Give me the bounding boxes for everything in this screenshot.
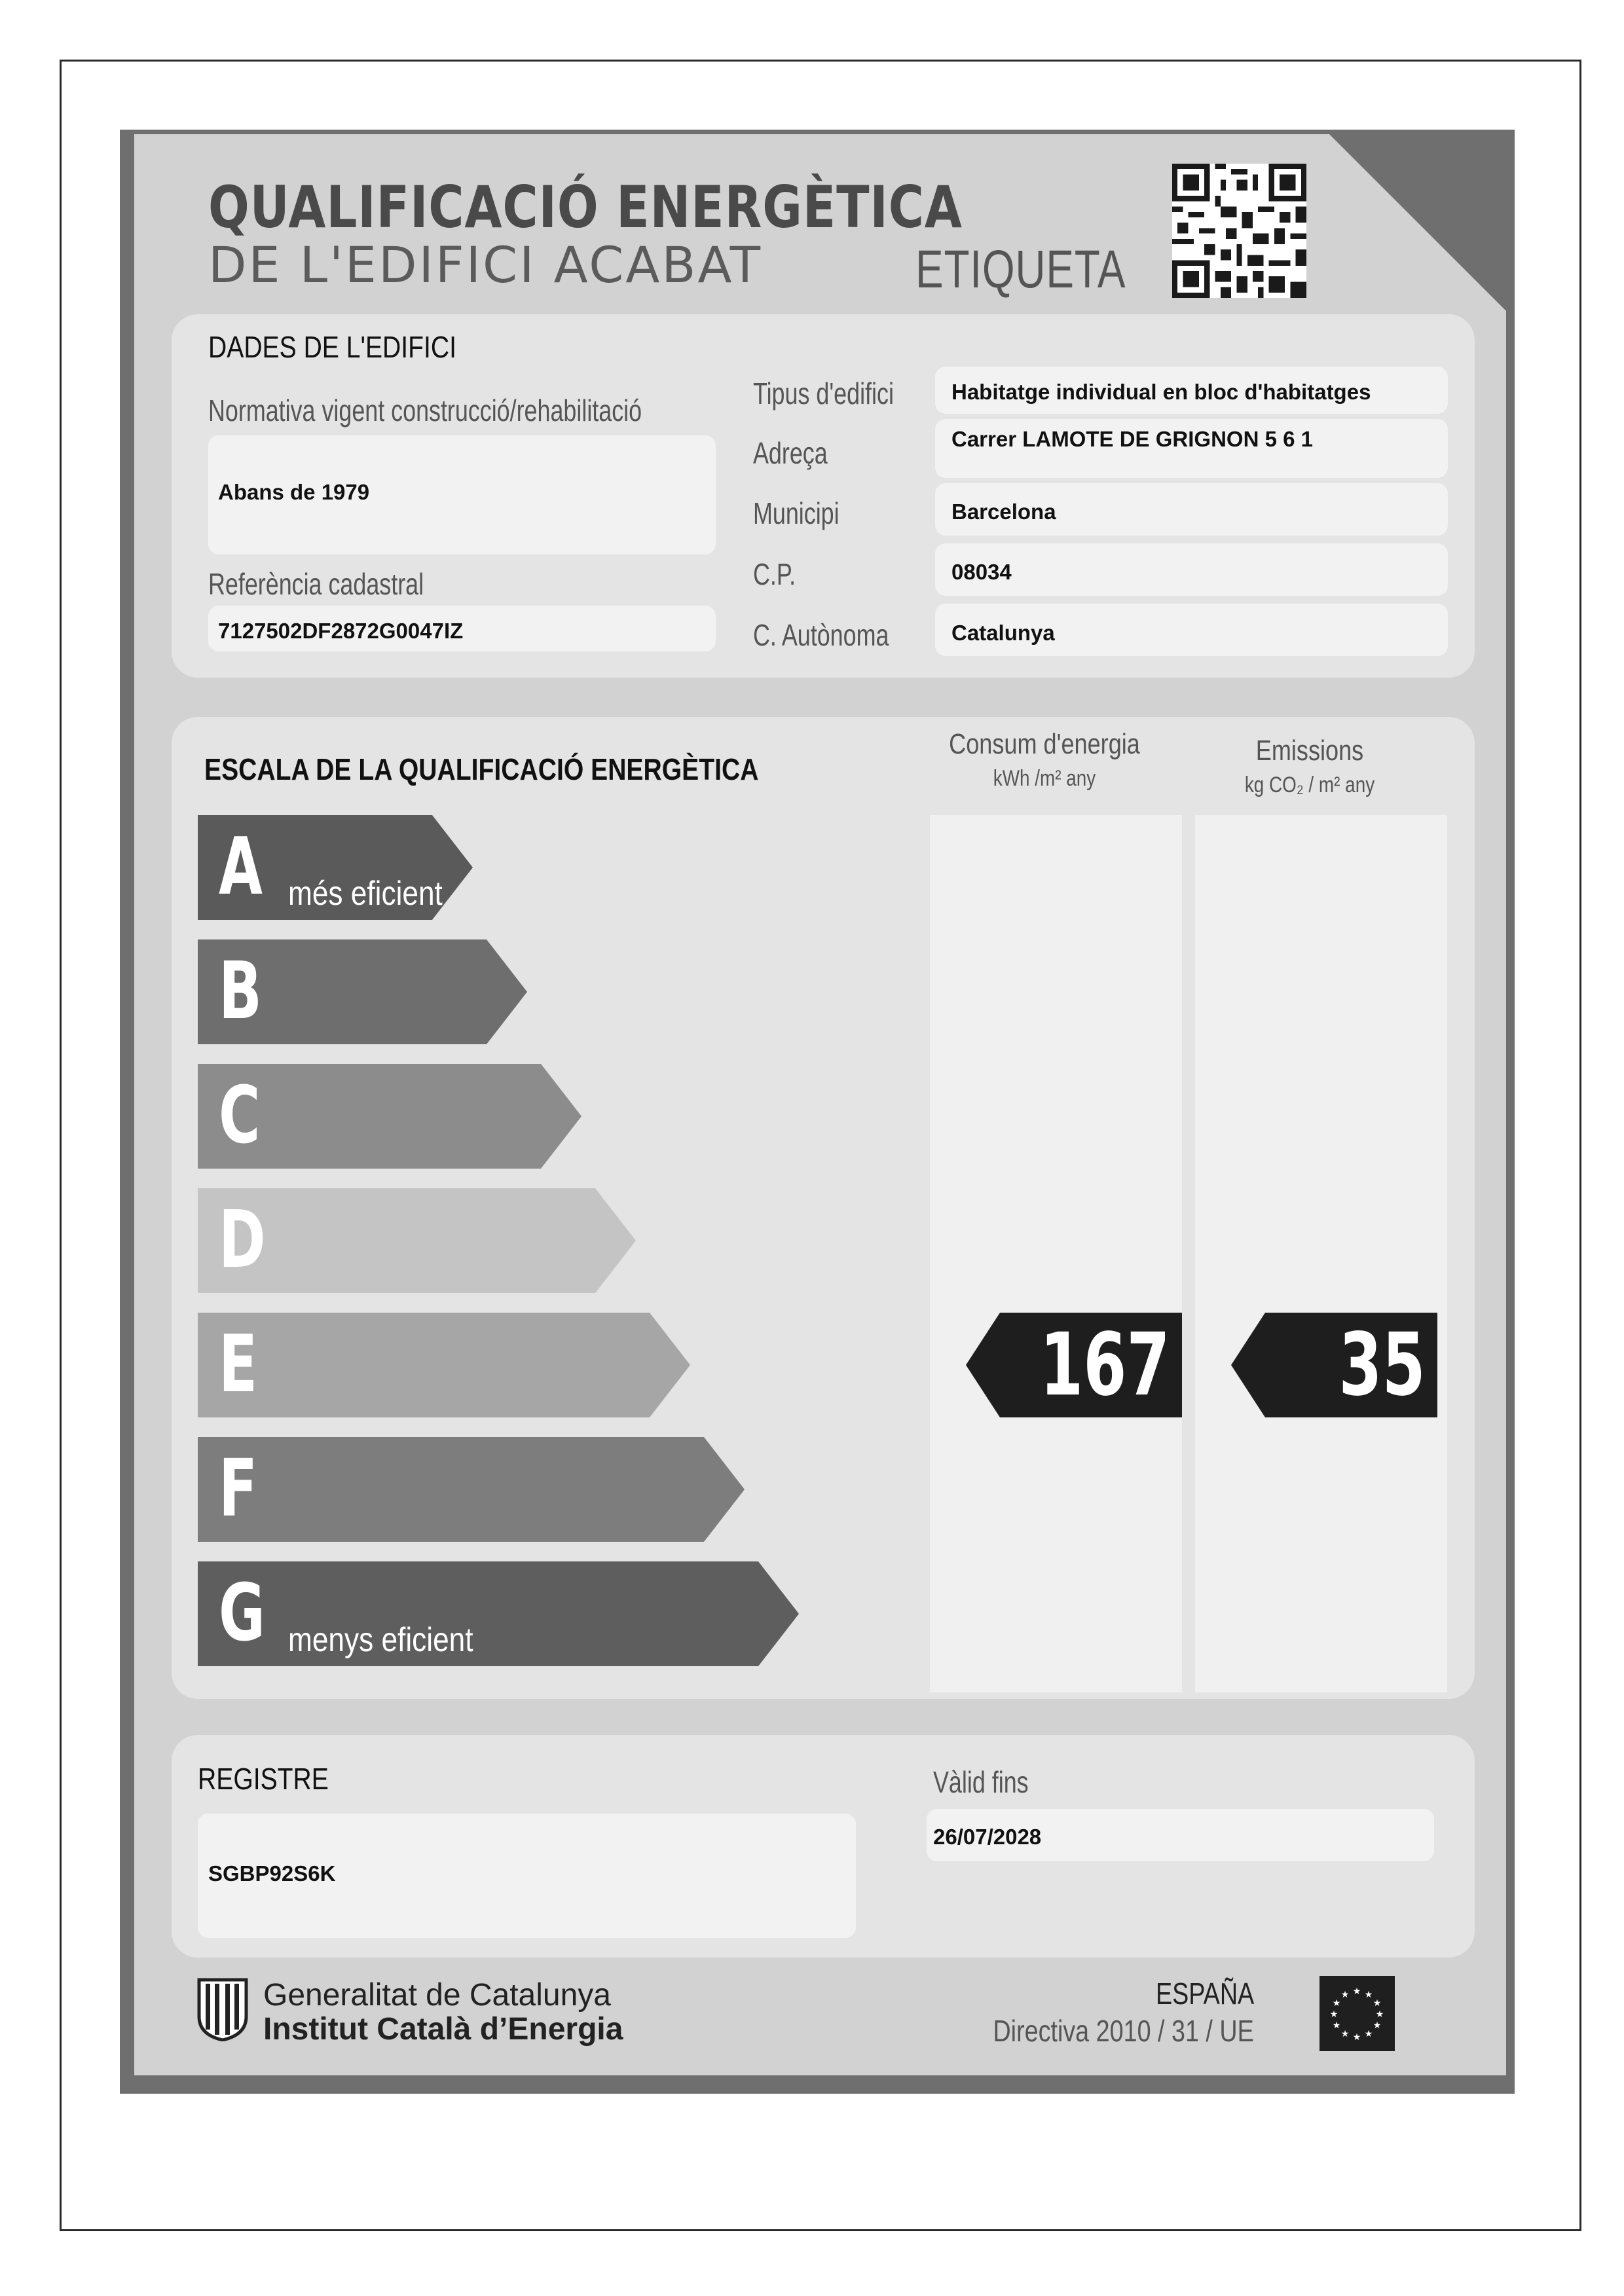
- scale-sub-a: més eficient: [288, 875, 443, 913]
- svg-text:★: ★: [1373, 2020, 1382, 2031]
- scale-letter-e: E: [219, 1319, 258, 1410]
- svg-text:★: ★: [1364, 2029, 1373, 2039]
- scale-letter-b: B: [219, 946, 262, 1037]
- referencia-label: Referència cadastral: [208, 567, 424, 601]
- svg-text:★: ★: [1373, 1998, 1382, 2009]
- scale-sub-g: menys eficient: [288, 1621, 473, 1659]
- country-label: ESPAÑA: [1155, 1977, 1254, 2011]
- building-section-title: DADES DE L'EDIFICI: [208, 330, 456, 364]
- normativa-label: Normativa vigent construcció/rehabilitació: [208, 393, 642, 428]
- svg-text:★: ★: [1340, 2029, 1350, 2039]
- svg-text:★: ★: [1364, 1990, 1373, 2000]
- emissions-rating-value: 35: [1338, 1315, 1426, 1415]
- svg-text:★: ★: [1332, 1998, 1341, 2009]
- scale-letter-a: A: [219, 822, 263, 913]
- directive-label: Directiva 2010 / 31 / UE: [993, 2014, 1254, 2048]
- svg-text:★: ★: [1329, 2009, 1338, 2020]
- scale-arrow-g: [198, 1561, 799, 1666]
- autonoma-value: Catalunya: [951, 621, 1055, 645]
- municipi-value: Barcelona: [951, 500, 1056, 524]
- cp-box: [935, 543, 1448, 596]
- emissions-header: [1210, 735, 1409, 798]
- scale-arrow-e: [198, 1313, 690, 1417]
- scale-section-title: ESCALA DE LA QUALIFICACIÓ ENERGÈTICA: [204, 752, 759, 786]
- valid-label: Vàlid fins: [933, 1765, 1029, 1799]
- scale-arrow-b: [198, 939, 527, 1044]
- registre-section-title: REGISTRE: [198, 1762, 329, 1796]
- scale-letter-g: G: [219, 1568, 265, 1659]
- org-line2: Institut Català d’Energia: [263, 2012, 623, 2047]
- svg-text:★: ★: [1332, 2020, 1341, 2031]
- valid-value: 26/07/2028: [933, 1825, 1042, 1849]
- adreca-value: Carrer LAMOTE DE GRIGNON 5 6 1: [951, 427, 1313, 451]
- title-line2: DE L'EDIFICI ACABAT: [208, 236, 763, 294]
- emissions-rating-marker: [1231, 1313, 1437, 1417]
- etiqueta-tag: ETIQUETA: [915, 240, 1126, 299]
- svg-text:★: ★: [1375, 2009, 1384, 2020]
- emissions-column: [1195, 815, 1447, 1692]
- municipi-label: Municipi: [753, 496, 840, 530]
- adreca-label: Adreça: [753, 436, 828, 470]
- normativa-value: Abans de 1979: [218, 480, 370, 504]
- svg-text:★: ★: [1352, 1986, 1361, 1997]
- scale-letter-d: D: [219, 1195, 266, 1286]
- consum-unit: kWh /m² any: [993, 766, 1096, 791]
- consum-rating-value: 167: [1040, 1315, 1170, 1415]
- consum-header: [945, 728, 1143, 792]
- tipus-value: Habitatge individual en bloc d'habitatges: [951, 380, 1371, 404]
- org-line1: Generalitat de Catalunya: [263, 1978, 611, 2013]
- scale-arrow-d: [198, 1188, 636, 1293]
- tipus-label: Tipus d'edifici: [753, 376, 894, 410]
- cp-value: 08034: [951, 560, 1012, 584]
- title-line1: QUALIFICACIÓ ENERGÈTICA: [208, 173, 963, 241]
- consum-rating-marker: [966, 1313, 1182, 1417]
- emissions-unit: kg CO₂ / m² any: [1244, 773, 1375, 797]
- svg-text:★: ★: [1352, 2032, 1361, 2043]
- autonoma-label: C. Autònoma: [753, 618, 889, 652]
- referencia-value: 7127502DF2872G0047IZ: [218, 619, 464, 643]
- svg-text:★: ★: [1340, 1990, 1350, 2000]
- consum-title: Consum d'energia: [949, 728, 1140, 760]
- registre-value: SGBP92S6K: [208, 1861, 336, 1886]
- eu-flag-icon: [1320, 1976, 1395, 2051]
- scale-arrow-c: [198, 1064, 581, 1169]
- scale-arrow-a: [198, 815, 473, 920]
- emissions-title: Emissions: [1255, 735, 1364, 767]
- generalitat-shield-icon: [196, 1977, 249, 2041]
- scale-letter-f: F: [219, 1444, 258, 1535]
- qr-code-icon: [1172, 164, 1306, 298]
- scale-letter-c: C: [219, 1070, 261, 1161]
- scale-arrow-f: [198, 1437, 745, 1542]
- consum-column: [930, 815, 1182, 1692]
- cp-label: C.P.: [753, 557, 796, 591]
